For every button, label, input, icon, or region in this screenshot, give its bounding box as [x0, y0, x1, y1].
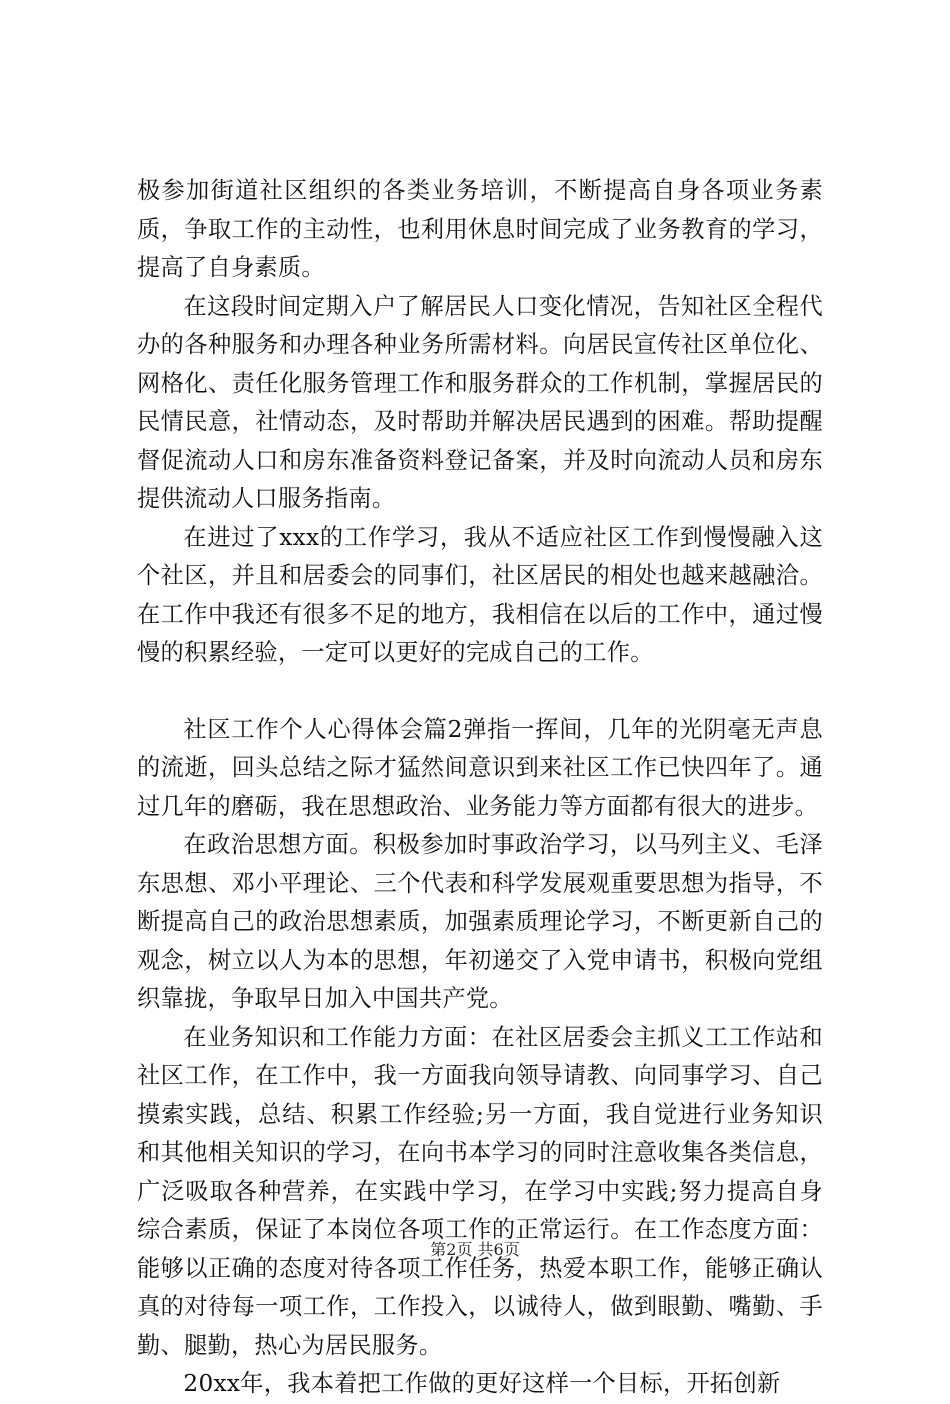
page-footer [0, 1240, 950, 1260]
paragraph-political-thought: 在政治思想方面。积极参加时事政治学习，以马列主义、毛泽东思想、邓小平理论、三个代表和科学发展观重要思想为指导，不断提高自己的政治思想素质，加强素质理论学习，不断更新自己的观念，树立以人为本的思想，年初递交了入党申请书，积极向党组织靠拢，争取早日加入中国共产党。 [137, 831, 823, 1012]
page-number-indicator: 第2页 共6页 [430, 1240, 520, 1259]
paragraph-article-2-intro: 社区工作个人心得体会篇2弹指一挥间，几年的光阴毫无声息的流逝，回头总结之际才猛然间意识到来社区工作已快四年了。通过几年的磨砺，我在思想政治、业务能力等方面都有很大的进步。 [137, 715, 823, 820]
paragraph-business-knowledge: 在业务知识和工作能力方面：在社区居委会主抓义工工作站和社区工作，在工作中，我一方面我向领导请教、向同事学习、自己摸索实践，总结、积累工作经验;另一方面，我自觉进行业务知识和其他相关知识的学习，在向书本学习的同时注意收集各类信息，广泛吸取各种营养，在实践中学习，在学习中实践;努力提高自身综合素质，保证了本岗位各项工作的正常运行。在工作态度方面：能够以正确的态度对待各项工作任务，热爱本职工作，能够正确认真的对待每一项工作，工作投入，以诚待人，做到眼勤、嘴勤、手勤、腿勤，热心为居民服务。 [137, 1023, 823, 1359]
paragraph-work-study: 在进过了xxx的工作学习，我从不适应社区工作到慢慢融入这个社区，并且和居委会的同事们，社区居民的相处也越来越融洽。在工作中我还有很多不足的地方，我相信在以后的工作中，通过慢慢的积累经验，一定可以更好的完成自己的工作。 [137, 523, 823, 666]
paragraph-year-goal: 20xx年，我本着把工作做的更好这样一个目标，开拓创新 [183, 1370, 781, 1397]
paragraph-resident-visits: 在这段时间定期入户了解居民人口变化情况，告知社区全程代办的各种服务和办理各种业务所需材料。向居民宣传社区单位化、网格化、责任化服务管理工作和服务群众的工作机制，掌握居民的民情民意，社情动态，及时帮助并解决居民遇到的困难。帮助提醒督促流动人口和房东准备资料登记备案，并及时向流动人员和房东提供流动人口服务指南。 [137, 292, 823, 512]
document-body [137, 172, 823, 1404]
paragraph-continuation: 极参加街道社区组织的各类业务培训，不断提高自身各项业务素质，争取工作的主动性，也利用休息时间完成了业务教育的学习，提高了自身素质。 [137, 177, 823, 281]
